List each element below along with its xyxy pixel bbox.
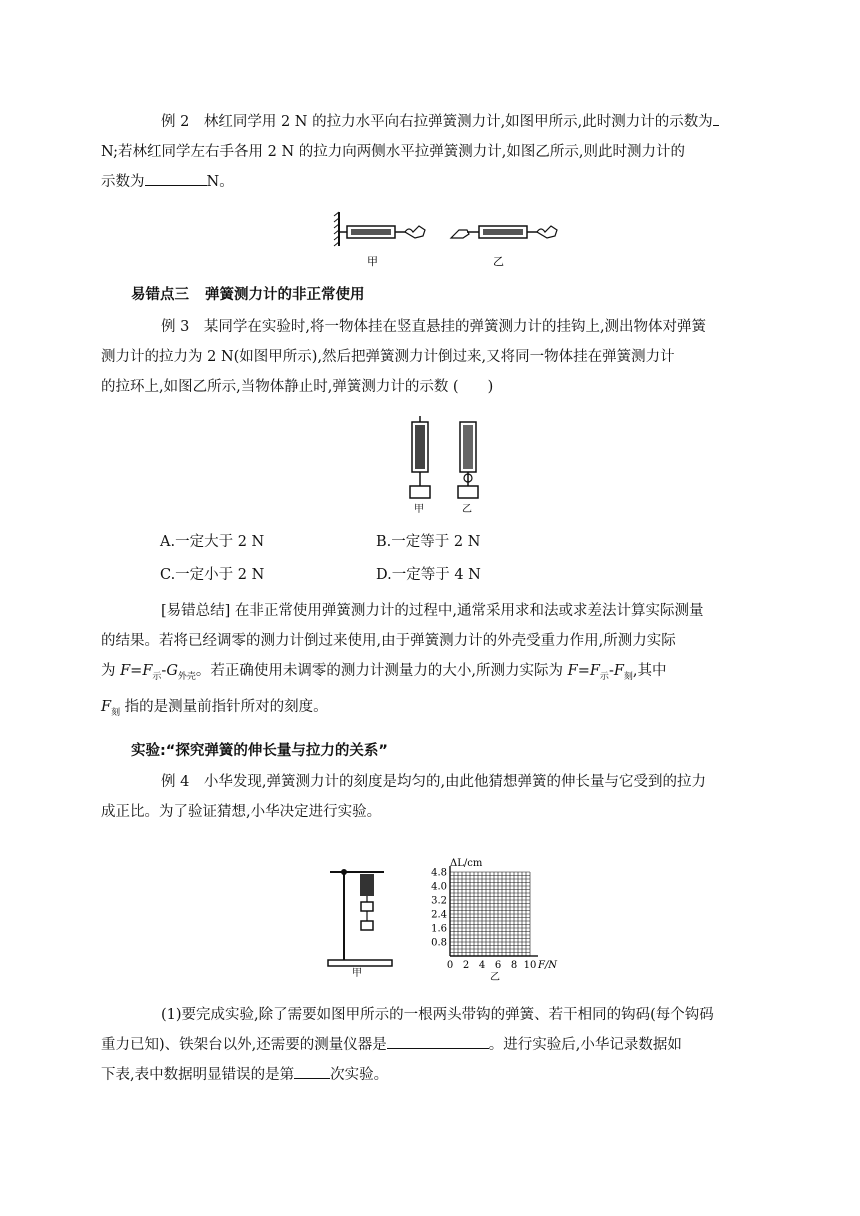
spring-scale-vertical-figure xyxy=(402,416,492,516)
option-d[interactable]: D.一定等于 4 N xyxy=(376,567,481,583)
example-3-text: 例 3 某同学在实验时,将一物体挂在竖直悬挂的弹簧测力计的挂钩上,测出物体对弹簧 测力计的拉力为 2 N(如图甲所示),然后把弹簧测力计倒过来,又将同一物体挂在弹簧测力计 的拉环上,如图乙所示,当物体静止时,弹簧测力计的示数 ( ) xyxy=(101,319,707,395)
error-summary-text: [易错总结] 在非正常使用弹簧测力计的过程中,通常采用求和法或求差法计算实际测量 的结果。若将已经调零的测力计倒过来使用,由于弹簧测力计的外壳受重力作用,所测力实际 为 $F=F_示-G_{外壳}$。若正确使用未调零的测力计测量力的大小,所测力实际为 $F=F_示-F_刻$,其中 $F_刻$ 指的是测量前指针所对的刻度。 xyxy=(101,603,704,718)
x-tick-label: 6 xyxy=(494,960,502,971)
fig4-label-jia: 甲 xyxy=(352,968,362,978)
ex2-line1: 例 2 林红同学用 2 N 的拉力水平向右拉弹簧测力计,如图甲所示,此时测力计的示数为 xyxy=(161,114,713,130)
ex2-line2: N;若林红同学左右手各用 2 N 的拉力向两侧水平拉弹簧测力计,如图乙所示,则此时测力计的 xyxy=(101,144,686,160)
y-axis-label: ΔL/cm xyxy=(450,858,483,869)
option-c[interactable]: C.一定小于 2 N xyxy=(160,567,265,583)
hand-icon xyxy=(405,226,425,238)
q1-blank-2[interactable] xyxy=(294,1062,330,1079)
hand-icon-right xyxy=(537,226,557,238)
x-tick-label: 0 xyxy=(446,960,454,971)
y-tick-label: 2.4 xyxy=(431,909,447,921)
y-tick-labels xyxy=(431,868,447,949)
hook-weight-2 xyxy=(361,921,373,930)
x-tick-label: 10 xyxy=(523,960,537,971)
y-tick-label: 0.8 xyxy=(431,937,447,949)
option-a[interactable]: A.一定大于 2 N xyxy=(160,534,265,550)
hook-weight-1 xyxy=(361,902,373,911)
deltaL-vs-F-graph xyxy=(416,856,576,982)
y-tick-label: 4.0 xyxy=(431,881,447,893)
q1-blank-1[interactable] xyxy=(387,1032,489,1049)
stand-base xyxy=(328,960,392,966)
fig-label-yi: 乙 xyxy=(493,255,504,268)
hand-icon-left xyxy=(451,230,469,238)
fig-label-jia: 甲 xyxy=(367,255,378,268)
x-tick-label: 8 xyxy=(510,960,518,971)
x-tick-labels xyxy=(447,960,537,971)
graph-grid xyxy=(450,866,538,956)
x-axis-label: F/N xyxy=(538,960,558,971)
option-b[interactable]: B.一定等于 2 N xyxy=(376,534,481,550)
iron-stand-figure xyxy=(322,866,398,978)
ex2-line3a: 示数为 xyxy=(101,174,145,190)
y-tick-label: 4.8 xyxy=(431,867,447,879)
example-4-text: 例 4 小华发现,弹簧测力计的刻度是均匀的,由此他猜想弹簧的伸长量与它受到的拉力 成正比。为了验证猜想,小华决定进行实验。 xyxy=(101,774,707,820)
fig3-label-jia: 甲 xyxy=(414,504,424,515)
weight-block-jia xyxy=(410,486,430,498)
spring xyxy=(360,874,374,896)
y-tick-label: 3.2 xyxy=(431,895,447,907)
section-heading-error-point-3: 易错点三 弹簧测力计的非正常使用 xyxy=(131,287,365,303)
spring-scale-horizontal-figure xyxy=(333,208,565,268)
fig3-label-yi: 乙 xyxy=(462,504,472,515)
x-tick-label: 2 xyxy=(462,960,470,971)
y-tick-label: 1.6 xyxy=(431,923,447,935)
experiment-heading: 实验:“探究弹簧的伸长量与拉力的关系” xyxy=(131,743,388,759)
example-2-text xyxy=(101,107,731,197)
fig4-label-yi: 乙 xyxy=(490,972,500,982)
ex2-blank-2[interactable] xyxy=(145,169,207,186)
weight-block-yi xyxy=(458,486,478,498)
question-1-text: (1)要完成实验,除了需要如图甲所示的一根两头带钩的弹簧、若干相同的钩码(每个钩码 重力已知)、铁架台以外,还需要的测量仪器是 。进行实验后,小华记录数据如 下表,表中数据明显错误的是第 次实验。 xyxy=(101,1007,714,1083)
x-tick-label: 4 xyxy=(478,960,486,971)
ex2-line3b: N。 xyxy=(206,174,234,190)
ex2-blank-1[interactable] xyxy=(713,109,719,126)
